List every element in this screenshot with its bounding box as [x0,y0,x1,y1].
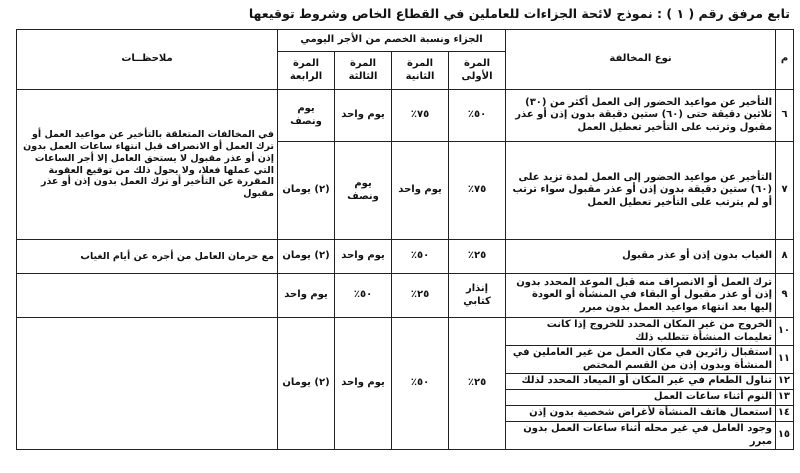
row-number: ١٣ [776,390,794,406]
violation-text: النوم أثناء ساعات العمل [506,390,776,406]
col-header-notes: ملاحظــات [17,30,278,90]
violation-text: استعمال هاتف المنشأة لأغراض شخصية بدون إذن [506,406,776,422]
row-number: ١١ [776,346,794,374]
penalty-third: يوم ونصف [335,142,392,240]
penalty-fourth: يوم ونصف [278,90,335,142]
violation-text: الخروج من غير المكان المحدد للخروج إذا كانت تعليمات المنشأة تتطلب ذلك [506,318,776,346]
penalty-second: ٥٠٪ [392,240,449,274]
violation-text: التأخير عن مواعيد الحضور إلى العمل أكثر من (٣٠) ثلاثين دقيقة حتى (٦٠) ستين دقيقة بدون إذن أو عذر مقبول وترتب على التأخير تعطيل العمل [506,90,776,142]
table-row [17,90,794,142]
row-number: ٦ [776,90,794,142]
table-row [17,274,794,318]
row-number: ١٠ [776,318,794,346]
penalty-third: يوم واحد [335,240,392,274]
notes-absence: مع حرمان العامل من أجره عن أيام الغياب [17,240,278,274]
violation-text: التأخير عن مواعيد الحضور إلى العمل لمدة تزيد على (٦٠) ستين دقيقة بدون إذن أو عذر مقبول سواء ترتب أو لم يترتب على التأخير تعطيل العمل [506,142,776,240]
row-number: ٨ [776,240,794,274]
penalty-third: ٥٠٪ [335,274,392,318]
penalty-first: ٢٥٪ [449,318,506,450]
violation-text: ترك العمل أو الانصراف منه قبل الموعد المحدد بدون إذن أو عذر مقبول أو البقاء في المنشأة أو العودة إليها بعد انتهاء مواعيد العمل بدون مبرر [506,274,776,318]
penalty-fourth: يوم واحد [278,274,335,318]
violation-text: الغياب بدون إذن أو عذر مقبول [506,240,776,274]
col-header-second: المرة الثانية [392,52,449,90]
penalty-first: ٢٥٪ [449,240,506,274]
notes-empty [17,274,278,318]
col-header-first: المرة الأولى [449,52,506,90]
penalty-first: ٧٥٪ [449,142,506,240]
col-header-third: المرة الثالثة [335,52,392,90]
penalty-fourth: (٢) يومان [278,142,335,240]
notes-lateness: في المخالفات المتعلقة بالتأخير عن مواعيد العمل أو ترك العمل أو الانصراف قبل انتهاء ساعات العمل بدون إذن أو عذر مقبول لا يستحق العامل إلا أجر الساعات التي عملها فعلا، ولا يحول ذلك من توقيع العقوبة المقررة عن التأخير أو ترك العمل بدون إذن أو عذر مقبول [17,90,278,240]
violation-text: تناول الطعام في غير المكان أو الميعاد المحدد لذلك [506,374,776,390]
penalty-third: يوم واحد [335,318,392,450]
penalties-table [16,29,794,450]
penalty-second: ٥٠٪ [392,318,449,450]
penalty-fourth: (٢) يومان [278,318,335,450]
col-header-penalty-group: الجزاء ونسبة الخصم من الأجر اليومي [278,30,506,52]
row-number: ٧ [776,142,794,240]
violation-text: استقبال زائرين في مكان العمل من غير العاملين في المنشأة وبدون إذن من القسم المختص [506,346,776,374]
penalty-second: ٢٥٪ [392,274,449,318]
penalty-first: إنذار كتابي [449,274,506,318]
col-header-number: م [776,30,794,90]
table-row [17,318,794,346]
penalty-third: يوم واحد [335,90,392,142]
table-row [17,240,794,274]
col-header-fourth: المرة الرابعة [278,52,335,90]
row-number: ١٢ [776,374,794,390]
row-number: ١٥ [776,422,794,450]
penalty-first: ٥٠٪ [449,90,506,142]
penalty-fourth: (٢) يومان [278,240,335,274]
violation-text: وجود العامل في غير محله أثناء ساعات العمل بدون مبرر [506,422,776,450]
col-header-violation: نوع المخالفة [506,30,776,90]
penalty-second: ٧٥٪ [392,90,449,142]
penalty-second: يوم واحد [392,142,449,240]
notes-empty [17,318,278,450]
row-number: ٩ [776,274,794,318]
row-number: ١٤ [776,406,794,422]
document-title: تابع مرفق رقم ( ١ ) : نموذج لائحة الجزاءات للعاملين في القطاع الخاص وشروط توقيعها [248,6,790,21]
